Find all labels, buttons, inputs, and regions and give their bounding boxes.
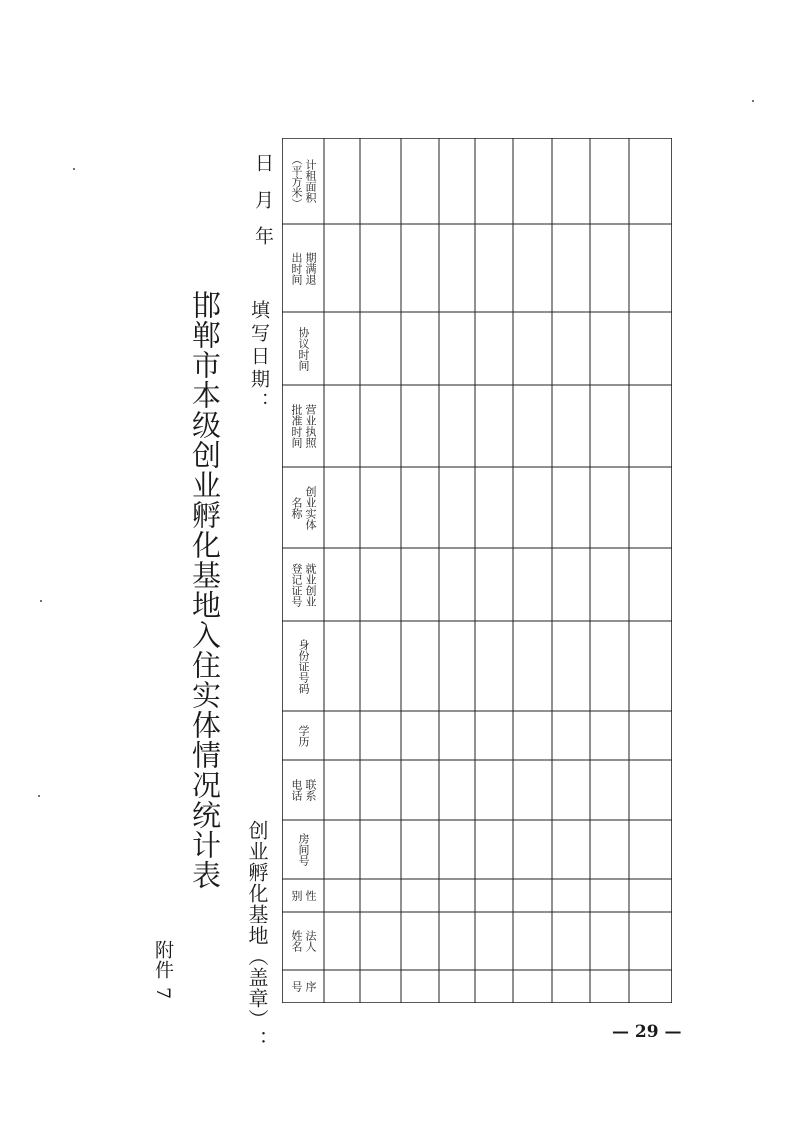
scan-speck — [73, 168, 75, 170]
table-header-cell: 协议时间 — [297, 326, 310, 371]
table-header-cell: 学历 — [297, 724, 310, 747]
date-day-label: 日 — [252, 153, 274, 172]
table-header-cell: 身份证号码 — [297, 638, 310, 694]
table-header-cell: 性 别 — [290, 890, 317, 901]
table-header-cell: 联系 电话 — [290, 779, 317, 801]
date-month-label: 月 — [252, 190, 274, 209]
table-grid-lines — [282, 138, 672, 1003]
annex-label: 附件 7 — [152, 940, 174, 1001]
scan-speck — [752, 100, 754, 102]
date-year-label: 年 — [252, 226, 274, 245]
table-header-cell: 计租面积 （平方米） — [290, 153, 317, 209]
scan-speck — [40, 600, 42, 602]
statistics-table — [282, 138, 672, 1007]
page-number: — 29 — — [612, 1022, 682, 1042]
table-header-cell: 法人 姓名 — [290, 930, 317, 952]
base-seal-label: 创业孵化基地（盖章）： — [245, 820, 269, 1051]
table-header-cell: 序 号 — [290, 981, 317, 992]
table-header-cell: 创业实体 名称 — [290, 485, 317, 530]
table-header-cell: 房间号 — [297, 833, 310, 866]
table-header-cell: 期满退 出时间 — [290, 251, 317, 285]
scan-speck — [38, 795, 40, 797]
table-header-cell: 营业执照 批准时间 — [290, 404, 317, 448]
table-header-cell: 就业创业 登记证号 — [290, 562, 317, 607]
page-title: 邯郸市本级创业孵化基地入住实体情况统计表 — [188, 290, 222, 890]
fill-date-label: 填写日期： — [248, 300, 270, 415]
